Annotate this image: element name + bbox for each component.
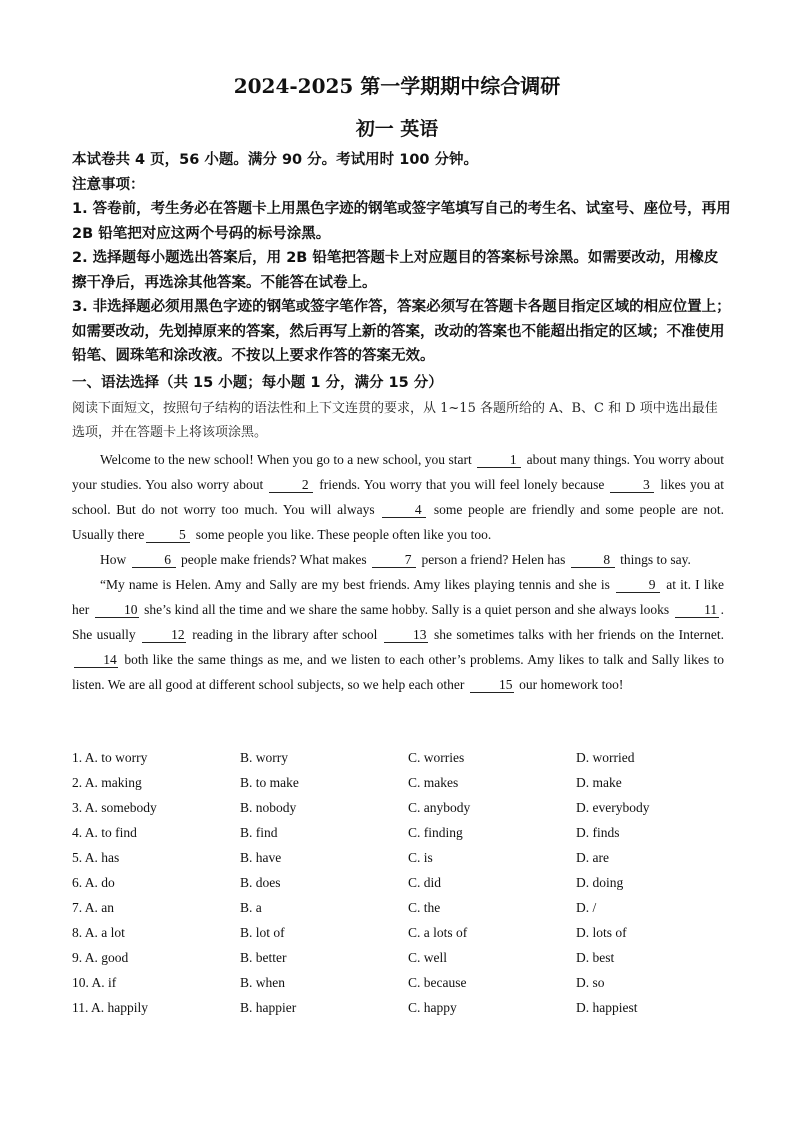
passage-text: things to say. [616, 552, 691, 567]
option-a: 11. A. happily [72, 1000, 148, 1015]
note-item-2: 2. 选择题每小题选出答案后，用 2B 铅笔把答题卡上对应题目的答案标号涂黑。如需要改动，用橡皮擦干净后，再选涂其他答案。不能答在试卷上。 [72, 250, 719, 291]
option-a: 4. A. to find [72, 825, 137, 840]
option-row [72, 870, 732, 895]
option-b: B. have [240, 850, 282, 865]
passage-text: some people are friendly and some people are not. Usually there [72, 502, 725, 542]
passage-text: she sometimes talks with her friends on the Internet. [429, 627, 724, 642]
note-item-1: 1. 答卷前，考生务必在答题卡上用黑色字迹的钢笔或签字笔填写自己的考生名、试室号、座位号，再用 2B 铅笔把对应这两个号码的标号涂黑。 [72, 201, 731, 242]
option-a: 10. A. if [72, 975, 117, 990]
option-row [72, 920, 732, 945]
passage-text: Welcome to the new school! When you go to a new school, you start [100, 452, 476, 467]
passage-text: our homework too! [515, 677, 624, 692]
option-d: D. everybody [576, 800, 650, 815]
blank-4: 4 [382, 502, 426, 518]
option-row [72, 995, 732, 1020]
option-d: D. best [576, 950, 615, 965]
blank-13: 13 [384, 627, 428, 643]
answer-options [72, 745, 732, 1020]
blank-7: 7 [372, 552, 416, 568]
passage-text: likes you at school. But do not worry too much. You will always [72, 477, 724, 517]
option-a: 3. A. somebody [72, 800, 157, 815]
note-item-3: 3. 非选择题必须用黑色字迹的钢笔或签字笔作答，答案必须写在答题卡各题目指定区域的相应位置上；如需要改动，先划掉原来的答案，然后再写上新的答案，改动的答案也不能超出指定的区域；不准使用铅笔、圆珠笔和涂改液。不按以上要求作答的答案无效。 [72, 299, 731, 364]
option-a: 6. A. do [72, 875, 115, 890]
blank-9: 9 [616, 577, 660, 593]
passage-text: reading in the library after school [187, 627, 382, 642]
option-c: C. well [408, 950, 447, 965]
option-row [72, 770, 732, 795]
blank-8: 8 [571, 552, 615, 568]
notes-heading: 注意事项： [72, 176, 145, 193]
option-b: B. worry [240, 750, 288, 765]
blank-2: 2 [269, 477, 313, 493]
option-d: D. happiest [576, 1000, 638, 1015]
option-b: B. happier [240, 1000, 297, 1015]
passage-text: both like the same things as me, and we listen to each other’s problems. Amy likes to talk and Sally likes to listen. We are all good at different school subjects, so we help each other [72, 652, 724, 692]
page-title: 2024-2025 第一学期期中综合调研 [233, 74, 561, 98]
option-c: C. worries [408, 750, 465, 765]
option-c: C. makes [408, 775, 459, 790]
blank-3: 3 [610, 477, 654, 493]
option-b: B. a [240, 900, 262, 915]
blank-6: 6 [132, 552, 176, 568]
passage-paragraph [72, 447, 724, 547]
exam-instructions [72, 148, 732, 369]
option-c: C. did [408, 875, 442, 890]
option-c: C. because [408, 975, 467, 990]
option-a: 7. A. an [72, 900, 114, 915]
option-a: 9. A. good [72, 950, 129, 965]
option-c: C. a lots of [408, 925, 468, 940]
option-b: B. nobody [240, 800, 297, 815]
option-d: D. make [576, 775, 622, 790]
passage-text: about many things. You worry about your studies. You also worry about [72, 452, 725, 492]
option-a: 8. A. a lot [72, 925, 125, 940]
passage-text: she’s kind all the time and we share the same hobby. Sally is a quiet person and she always looks [140, 602, 673, 617]
option-c: C. anybody [408, 800, 471, 815]
reading-passage [72, 447, 724, 697]
passage-text: How [100, 552, 130, 567]
page-subtitle: 初一 英语 [355, 118, 439, 140]
option-d: D. lots of [576, 925, 627, 940]
option-row [72, 845, 732, 870]
option-d: D. / [576, 900, 597, 915]
passage-text: . She usually [72, 602, 724, 642]
option-b: B. to make [240, 775, 299, 790]
passage-text: person a friend? Helen has [418, 552, 569, 567]
option-c: C. happy [408, 1000, 457, 1015]
blank-10: 10 [95, 602, 139, 618]
option-row [72, 945, 732, 970]
option-row [72, 970, 732, 995]
option-b: B. better [240, 950, 287, 965]
option-c: C. finding [408, 825, 463, 840]
option-d: D. worried [576, 750, 635, 765]
section-instruction: 阅读下面短文，按照句子结构的语法性和上下文连贯的要求，从 1~15 各题所给的 A、B、C 和 D 项中选出最佳选项，并在答题卡上将该项涂黑。 [72, 401, 718, 440]
option-a: 1. A. to worry [72, 750, 148, 765]
option-row [72, 895, 732, 920]
option-c: C. the [408, 900, 441, 915]
passage-paragraph [72, 547, 724, 572]
option-b: B. lot of [240, 925, 285, 940]
exam-summary: 本试卷共 4 页，56 小题。满分 90 分。考试用时 100 分钟。 [72, 152, 479, 168]
passage-text: people make friends? What makes [177, 552, 371, 567]
blank-15: 15 [470, 677, 514, 693]
option-row [72, 820, 732, 845]
option-b: B. find [240, 825, 278, 840]
passage-text: friends. You worry that you will feel lonely because [315, 477, 609, 492]
option-b: B. does [240, 875, 281, 890]
option-a: 5. A. has [72, 850, 120, 865]
blank-1: 1 [477, 452, 521, 468]
section-title: 一、语法选择（共 15 小题；每小题 1 分，满分 15 分） [72, 375, 443, 391]
option-row [72, 745, 732, 770]
blank-14: 14 [74, 652, 118, 668]
passage-text: at it. I like her [72, 577, 725, 617]
passage-paragraph [72, 572, 724, 697]
blank-11: 11 [675, 602, 719, 618]
option-d: D. finds [576, 825, 620, 840]
option-row [72, 795, 732, 820]
option-d: D. so [576, 975, 605, 990]
passage-text: “My name is Helen. Amy and Sally are my best friends. Amy likes playing tennis and she is [100, 577, 615, 592]
blank-12: 12 [142, 627, 186, 643]
option-d: D. doing [576, 875, 624, 890]
option-c: C. is [408, 850, 433, 865]
passage-text: some people you like. These people often like you too. [192, 527, 492, 542]
option-d: D. are [576, 850, 609, 865]
option-b: B. when [240, 975, 285, 990]
option-a: 2. A. making [72, 775, 142, 790]
blank-5: 5 [146, 527, 190, 543]
